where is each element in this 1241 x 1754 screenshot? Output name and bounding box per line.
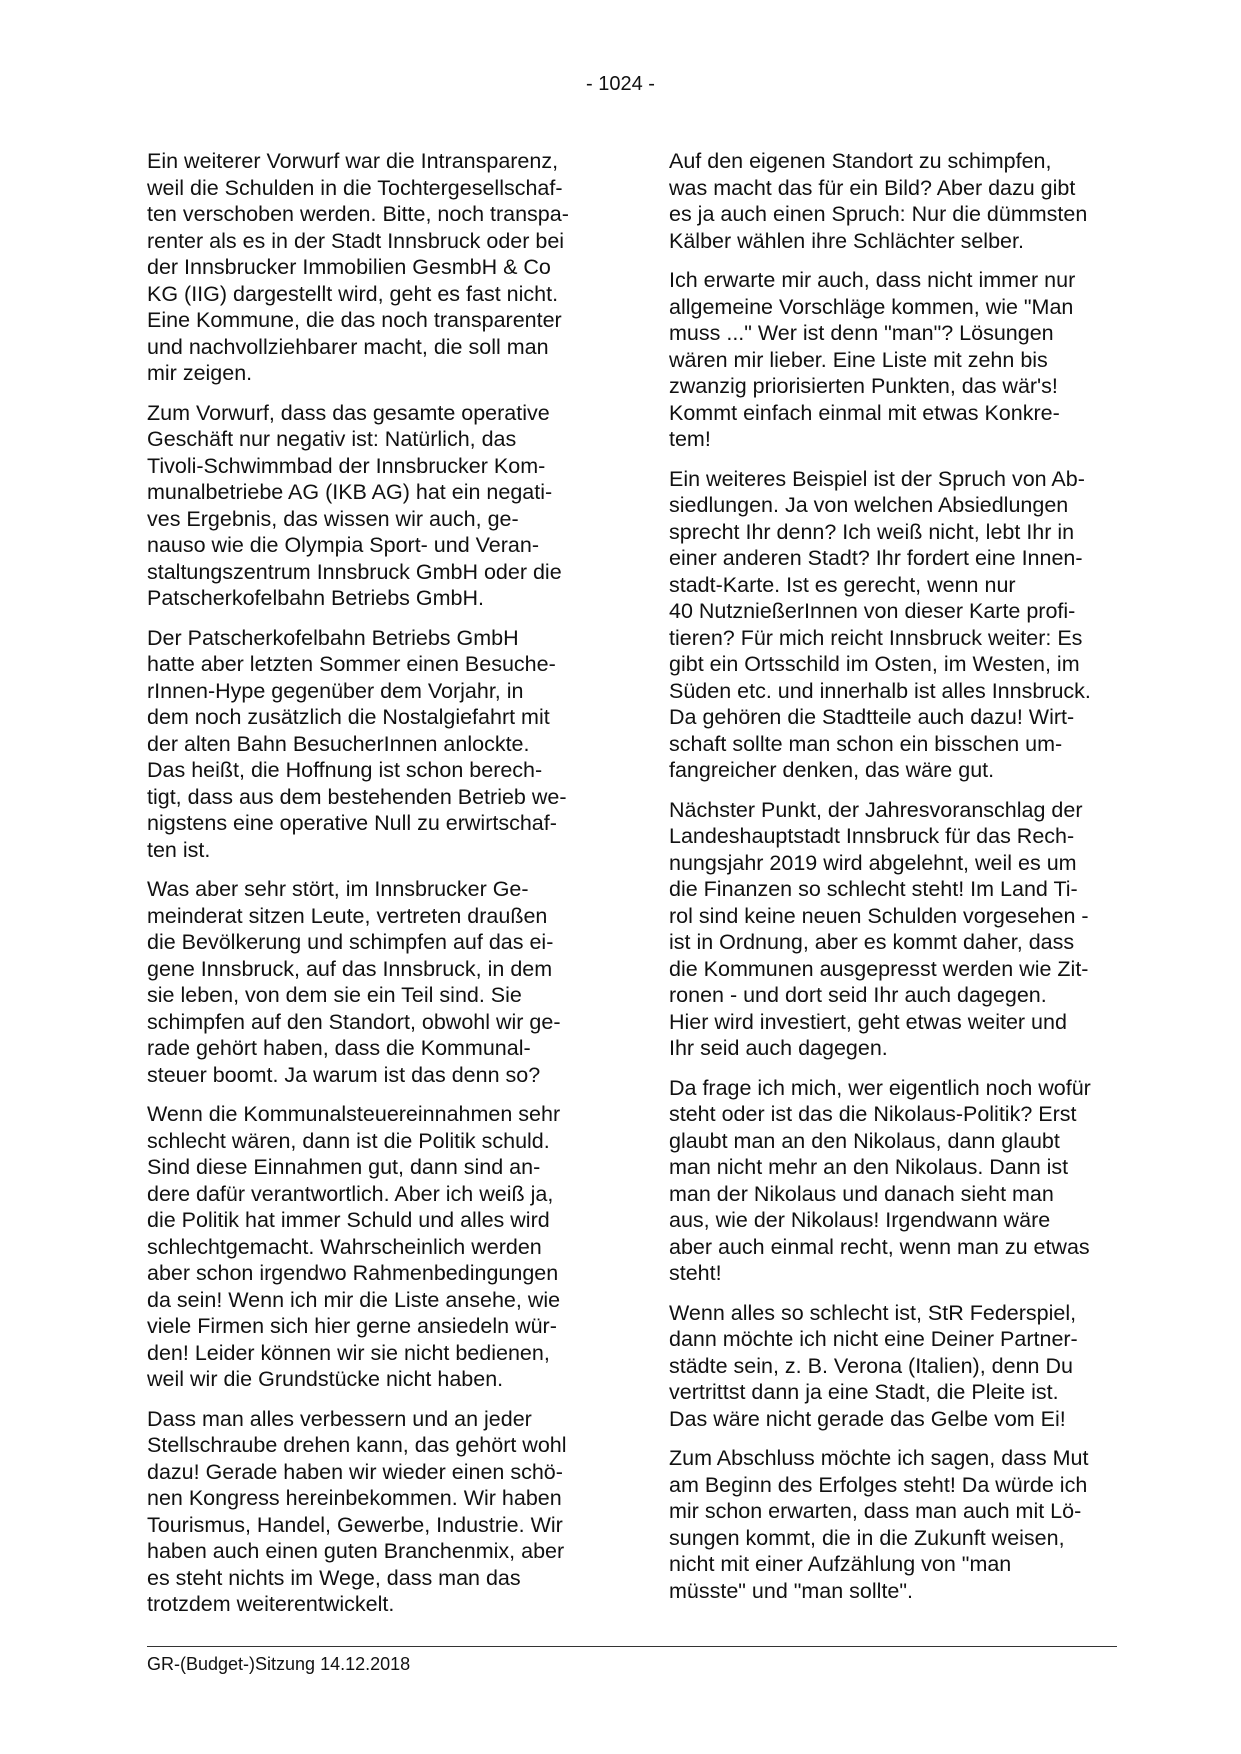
left-column xyxy=(147,148,595,1631)
paragraph: Ein weiterer Vorwurf war die Intransparenz, weil die Schulden in die Tochtergesellschaf- ten verschoben werden. Bitte, noch transpa- renter als es in der Stadt Innsbruck oder bei der Innsbrucker Immobilien GesmbH & Co KG (IIG) dargestellt wird, geht es fast nicht. Eine Kommune, die das noch transparenter und nachvollziehbarer macht, die soll man mir zeigen. xyxy=(147,149,569,385)
right-column xyxy=(669,148,1117,1617)
paragraph: Was aber sehr stört, im Innsbrucker Ge- meinderat sitzen Leute, vertreten draußen die Bevölkerung und schimpfen auf das ei- gene Innsbruck, auf das Innsbruck, in dem sie leben, von dem sie ein Teil sind. Sie schimpfen auf den Standort, obwohl wir ge- rade gehört haben, dass die Kommunal- steuer boomt. Ja warum ist das denn so? xyxy=(147,877,561,1087)
paragraph: Nächster Punkt, der Jahresvoranschlag der Landeshauptstadt Innsbruck für das Rech- nungsjahr 2019 wird abgelehnt, weil es um die Finanzen so schlecht steht! Im Land Ti- rol sind keine neuen Schulden vorgesehen - ist in Ordnung, aber es kommt daher, dass die Kommunen ausgepresst werden wie Zit- ronen - und dort seid Ihr auch dagegen. Hier wird investiert, geht etwas weiter und Ihr seid auch dagegen. xyxy=(669,797,1089,1060)
paragraph: Wenn alles so schlecht ist, StR Federspiel, dann möchte ich nicht eine Deiner Partner- städte sein, z. B. Verona (Italien), denn Du vertrittst dann ja eine Stadt, die Pleite ist. Das wäre nicht gerade das Gelbe vom Ei! xyxy=(669,1300,1078,1431)
paragraph: Da frage ich mich, wer eigentlich noch wofür steht oder ist das die Nikolaus-Politik? Erst glaubt man an den Nikolaus, dann glaubt man nicht mehr an den Nikolaus. Dann ist man der Nikolaus und danach sieht man aus, wie der Nikolaus! Irgendwann wäre aber auch einmal recht, wenn man zu etwas steht! xyxy=(669,1075,1091,1285)
paragraph: Auf den eigenen Standort zu schimpfen, was macht das für ein Bild? Aber dazu gibt es ja auch einen Spruch: Nur die dümmsten Kälber wählen ihre Schlächter selber. xyxy=(669,149,1088,253)
paragraph: Ein weiteres Beispiel ist der Spruch von Ab- siedlungen. Ja von welchen Absiedlungen sprecht Ihr denn? Ich weiß nicht, lebt Ihr in einer anderen Stadt? Ihr fordert eine Innen- stadt-Karte. Ist es gerecht, wenn nur 40 NutznießerInnen von dieser Karte profi- tieren? Für mich reicht Innsbruck weiter: Es gibt ein Ortsschild im Osten, im Westen, im Süden etc. und innerhalb ist alles Innsbruck. Da gehören die Stadtteile auch dazu! Wirt- schaft sollte man schon ein bisschen um- fangreicher denken, das wäre gut. xyxy=(669,466,1091,782)
page-number: - 1024 - xyxy=(586,73,655,95)
paragraph: Dass man alles verbessern und an jeder Stellschraube drehen kann, das gehört wohl dazu! Gerade haben wir wieder einen schö- nen Kongress hereinbekommen. Wir haben Tourismus, Handel, Gewerbe, Industrie. Wir haben auch einen guten Branchenmix, aber es steht nichts im Wege, dass man das trotzdem weiterentwickelt. xyxy=(147,1406,567,1616)
paragraph: Zum Abschluss möchte ich sagen, dass Mut am Beginn des Erfolges steht! Da würde ich mir schon erwarten, dass man auch mit Lö- sungen kommt, die in die Zukunft weisen, nicht mit einer Aufzählung von "man müsste" und "man sollte". xyxy=(669,1446,1089,1603)
paragraph: Ich erwarte mir auch, dass nicht immer nur allgemeine Vorschläge kommen, wie "Man muss ..." Wer ist denn "man"? Lösungen wären mir lieber. Eine Liste mit zehn bis zwanzig priorisierten Punkten, das wär's! Kommt einfach einmal mit etwas Konkre- tem! xyxy=(669,268,1076,451)
paragraph: Zum Vorwurf, dass das gesamte operative Geschäft nur negativ ist: Natürlich, das Tivoli-Schwimmbad der Innsbrucker Kom- munalbetriebe AG (IKB AG) hat ein negati- ves Ergebnis, das wissen wir auch, ge- nauso wie die Olympia Sport- und Veran- staltungszentrum Innsbruck GmbH oder die Patscherkofelbahn Betriebs GmbH. xyxy=(147,400,562,610)
footer-session-label: GR-(Budget-)Sitzung 14.12.2018 xyxy=(147,1654,411,1674)
paragraph: Der Patscherkofelbahn Betriebs GmbH hatte aber letzten Sommer einen Besuche- rInnen-Hype gegenüber dem Vorjahr, in dem noch zusätzlich die Nostalgiefahrt mit der alten Bahn BesucherInnen anlockte. Das heißt, die Hoffnung ist schon berech- tigt, dass aus dem bestehenden Betrieb we- nigstens eine operative Null zu erwirtschaf- ten ist. xyxy=(147,625,567,862)
paragraph: Wenn die Kommunalsteuereinnahmen sehr schlecht wären, dann ist die Politik schuld. Sind diese Einnahmen gut, dann sind an- dere dafür verantwortlich. Aber ich weiß ja, die Politik hat immer Schuld und alles wird schlechtgemacht. Wahrscheinlich werden aber schon irgendwo Rahmenbedingungen da sein! Wenn ich mir die Liste ansehe, wie viele Firmen sich hier gerne ansiedeln wür- den! Leider können wir sie nicht bedienen, weil wir die Grundstücke nicht haben. xyxy=(147,1102,561,1391)
footer-divider xyxy=(147,1646,1117,1647)
